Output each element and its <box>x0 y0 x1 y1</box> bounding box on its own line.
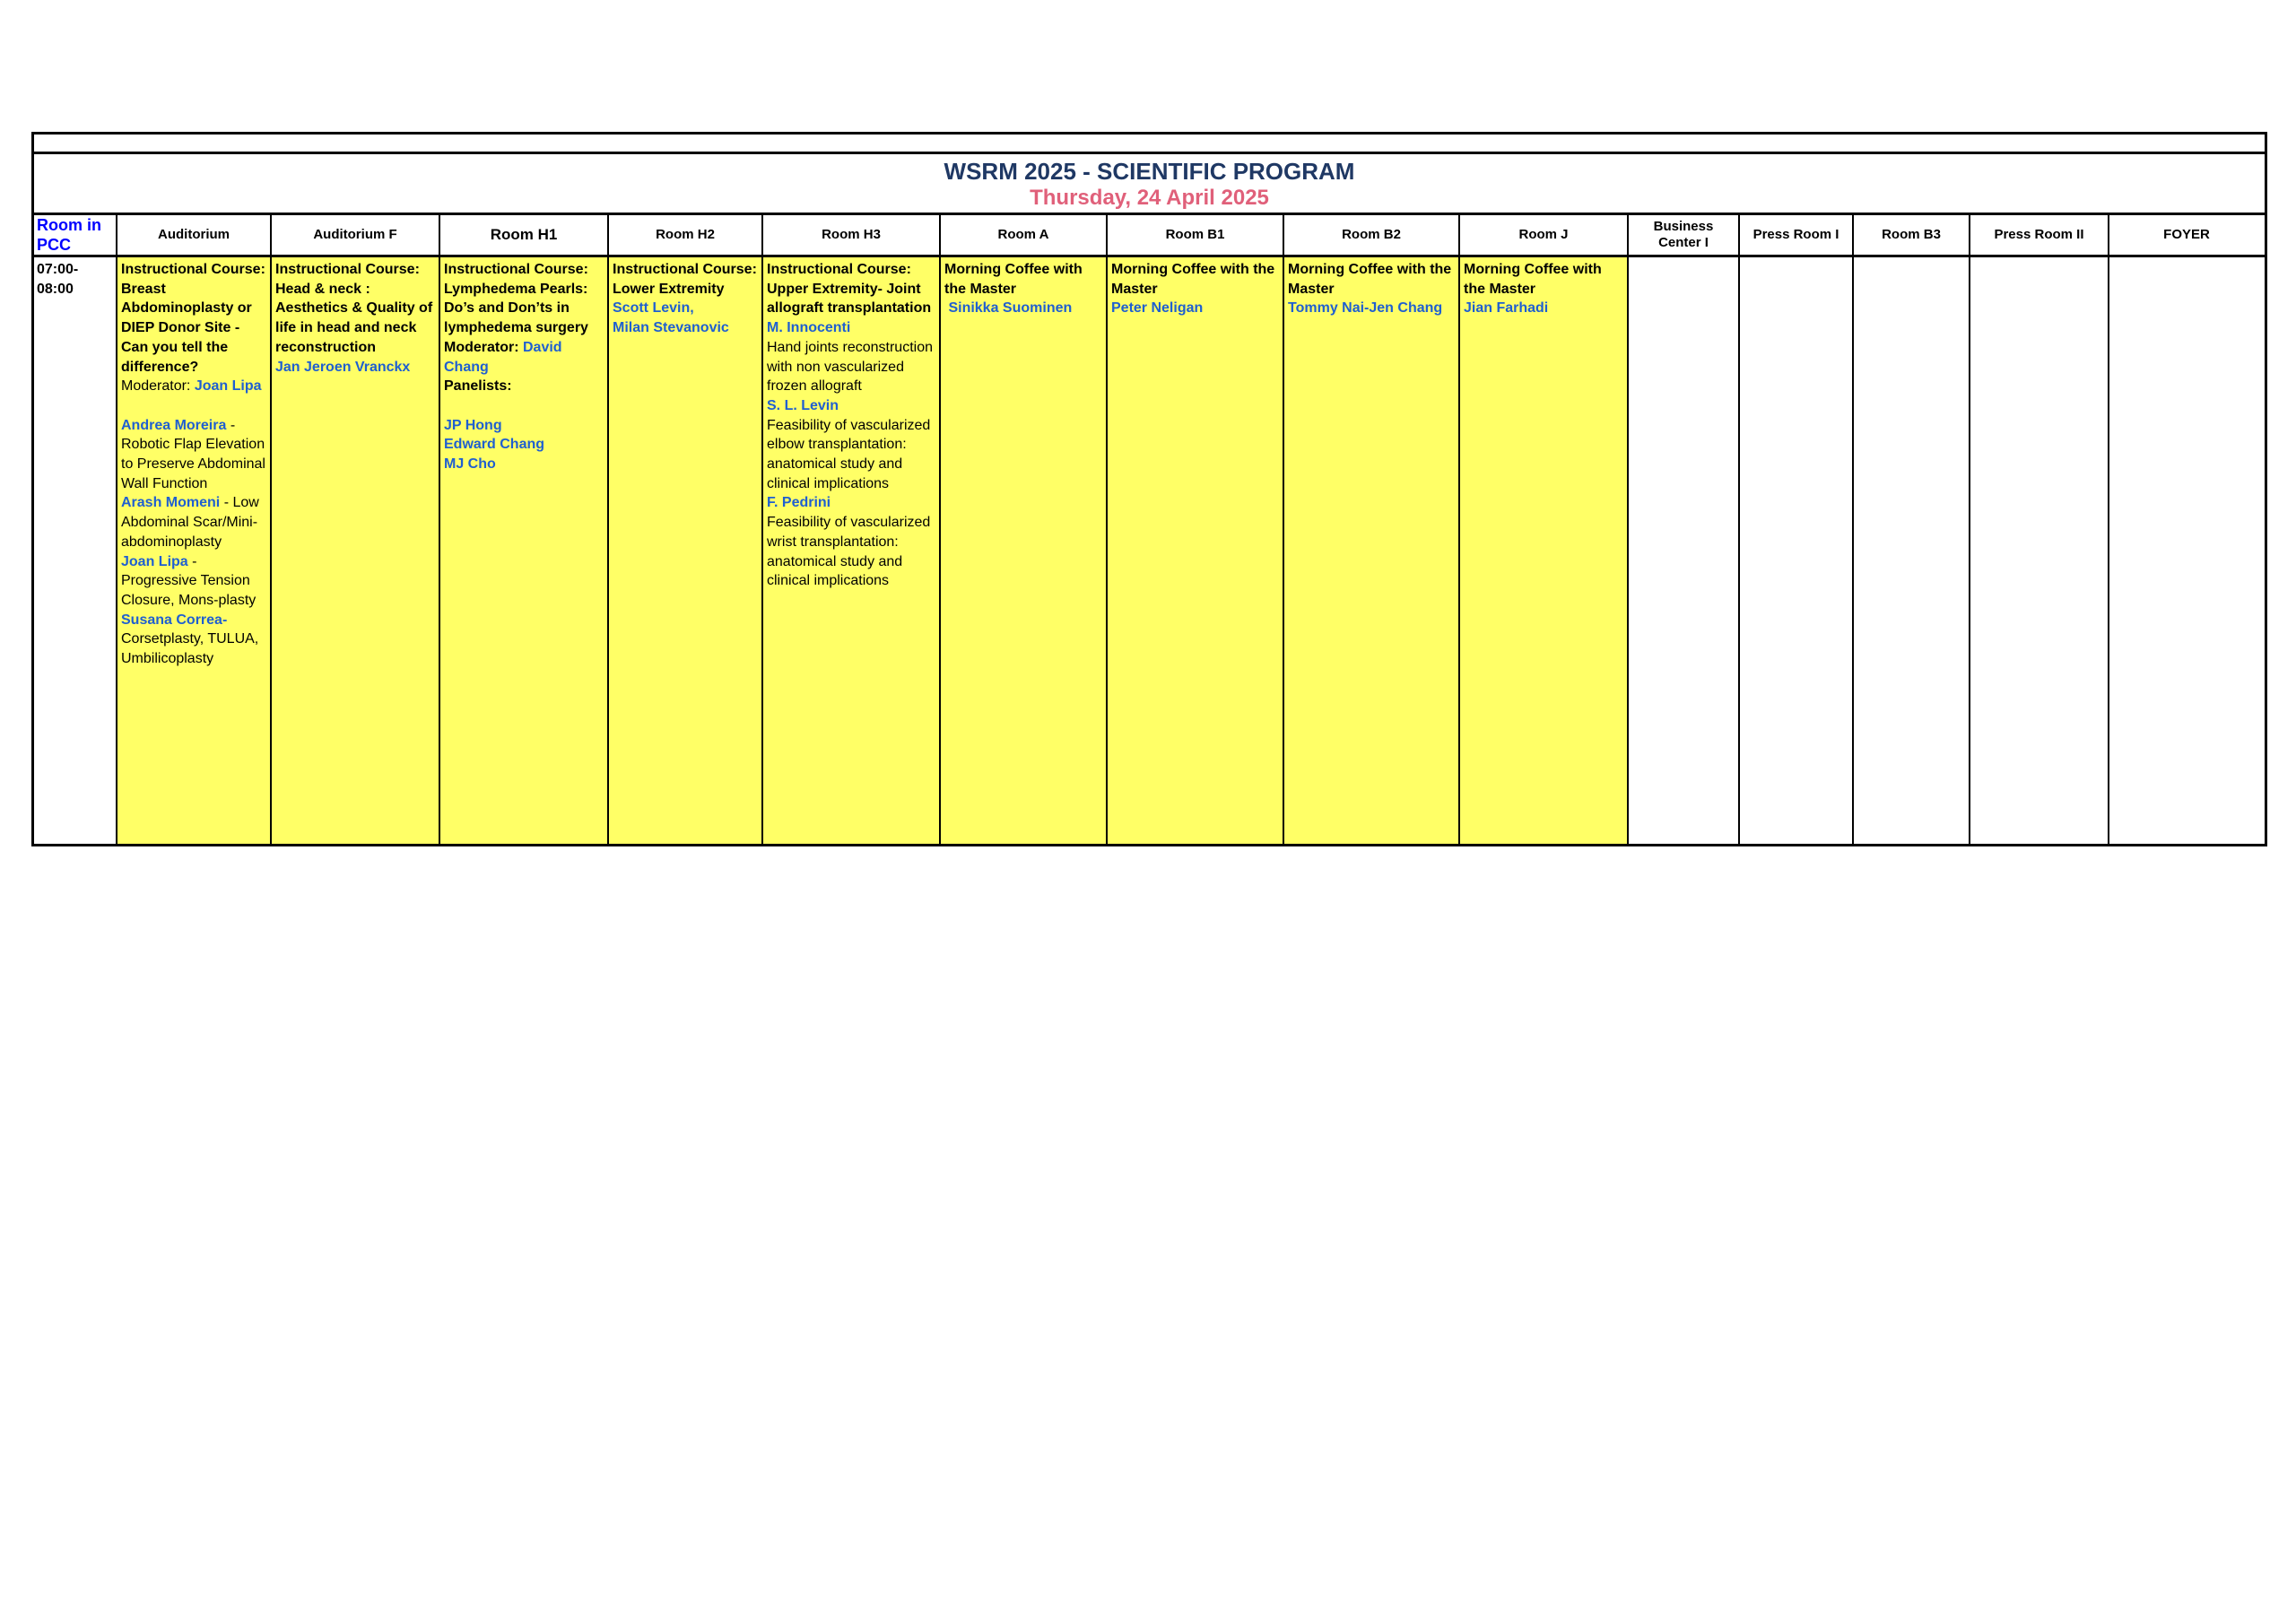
top-band <box>34 135 2265 154</box>
separator: - <box>220 495 233 511</box>
room-header-auditorium-f: Auditorium F <box>313 227 397 242</box>
column-divider <box>2108 215 2109 844</box>
room-in-pcc-label: Room in PCC <box>37 216 101 254</box>
panelists-label: Panelists: <box>444 378 512 395</box>
speaker-name: Jian Farhadi <box>1464 300 1549 317</box>
column-divider <box>939 215 941 844</box>
speaker-name: Scott Levin, <box>613 300 694 317</box>
speaker-name: Milan Stevanovic <box>613 320 729 336</box>
room-header-room-h2: Room H2 <box>656 227 715 242</box>
column-divider <box>1738 215 1740 844</box>
separator: - <box>226 417 236 433</box>
moderator-name: David Chang <box>444 339 562 375</box>
column-divider <box>1969 215 1970 844</box>
session-title: Morning Coffee with the Master <box>1288 262 1452 297</box>
room-header-room-b3: Room B3 <box>1882 227 1941 242</box>
room-header-room-b2: Room B2 <box>1342 227 1401 242</box>
program-date: Thursday, 24 April 2025 <box>1030 186 1269 210</box>
session-room-a <box>942 257 1107 321</box>
session-title: Instructional Course: Breast Abdominoplasty or DIEP Donor Site - Can you tell the difference? <box>121 262 265 375</box>
speaker-name: F. Pedrini <box>767 495 831 511</box>
room-header-foyer: FOYER <box>2163 227 2210 242</box>
panelist-name: Edward Chang <box>444 437 545 453</box>
talk-topic: Feasibility of vascularized wrist transplantation: anatomical study and clinical implications <box>767 515 931 589</box>
speaker-name: Susana Correa- <box>121 612 228 628</box>
time-slot: 07:00-08:00 <box>37 262 79 297</box>
talk-topic: Hand joints reconstruction with non vascularized frozen allograft <box>767 339 933 395</box>
moderator-label: Moderator: <box>121 378 195 395</box>
speaker-name: Joan Lipa <box>121 553 188 569</box>
moderator-name: Joan Lipa <box>194 378 262 395</box>
speaker-name: M. Innocenti <box>767 320 851 336</box>
session-room-j <box>1461 257 1628 321</box>
session-room-b2 <box>1285 257 1459 321</box>
column-divider <box>1106 215 1108 844</box>
speaker-name: Andrea Moreira <box>121 417 227 433</box>
speaker-name: Jan Jeroen Vranckx <box>275 359 411 375</box>
separator: - <box>187 553 197 569</box>
room-header-row <box>34 215 2265 257</box>
session-title: Instructional Course: Lymphedema Pearls: Do’s and Don’ts in lymphedema surgery <box>444 262 588 336</box>
column-divider <box>116 215 117 844</box>
talk-topic: Progressive Tension Closure, Mons-plasty <box>121 573 257 608</box>
program-title: WSRM 2025 - SCIENTIFIC PROGRAM <box>944 158 1355 185</box>
panelist-name: JP Hong <box>444 417 502 433</box>
speaker-name: Tommy Nai-Jen Chang <box>1288 300 1443 317</box>
column-divider <box>439 215 440 844</box>
room-header-room-b1: Room B1 <box>1165 227 1225 242</box>
session-room-h1 <box>441 257 608 477</box>
session-title: Morning Coffee with the Master <box>944 262 1083 297</box>
panelist-name: MJ Cho <box>444 456 496 473</box>
column-divider <box>1283 215 1284 844</box>
room-header-room-h3: Room H3 <box>822 227 881 242</box>
column-divider <box>1627 215 1629 844</box>
column-divider <box>761 215 763 844</box>
room-header-auditorium: Auditorium <box>158 227 230 242</box>
program-table <box>31 132 2267 846</box>
session-room-b1 <box>1109 257 1283 321</box>
speaker-name: S. L. Levin <box>767 397 839 413</box>
speaker-name: Sinikka Suominen <box>944 300 1073 317</box>
speaker-name: Peter Neligan <box>1111 300 1204 317</box>
session-room-h2 <box>610 257 762 341</box>
session-title: Morning Coffee with the Master <box>1464 262 1602 297</box>
talk-topic: Robotic Flap Elevation to Preserve Abdominal Wall Function <box>121 437 265 491</box>
talk-topic: Low Abdominal Scar/Mini-abdominoplasty <box>121 495 259 550</box>
time-slot-row <box>34 257 2265 844</box>
talk-topic: Feasibility of vascularized elbow transplantation: anatomical study and clinical implications <box>767 417 931 491</box>
moderator-label: Moderator: <box>444 339 523 355</box>
room-header-business-center: Business Center I <box>1653 219 1714 250</box>
talk-topic: Corsetplasty, TULUA, Umbilicoplasty <box>121 631 259 667</box>
session-title: Morning Coffee with the Master <box>1111 262 1275 297</box>
title-bar <box>34 154 2265 215</box>
speaker-name: Arash Momeni <box>121 495 221 511</box>
room-header-press-room-1: Press Room I <box>1752 227 1839 242</box>
session-auditorium <box>118 257 271 672</box>
session-auditorium-f <box>273 257 439 379</box>
column-divider <box>270 215 272 844</box>
session-title: Instructional Course: Lower Extremity <box>613 262 757 297</box>
column-divider <box>1458 215 1460 844</box>
column-divider <box>1852 215 1854 844</box>
column-divider <box>607 215 609 844</box>
room-header-room-j: Room J <box>1518 227 1569 242</box>
session-title: Instructional Course: Head & neck : Aesthetics & Quality of life in head and neck reconstruction <box>275 262 433 355</box>
room-header-press-room-2: Press Room II <box>1994 227 2084 242</box>
session-title: Instructional Course: Upper Extremity- Joint allograft transplantation <box>767 262 932 317</box>
room-header-room-h1: Room H1 <box>490 226 558 243</box>
room-header-room-a: Room A <box>997 227 1049 242</box>
session-room-h3 <box>764 257 940 594</box>
